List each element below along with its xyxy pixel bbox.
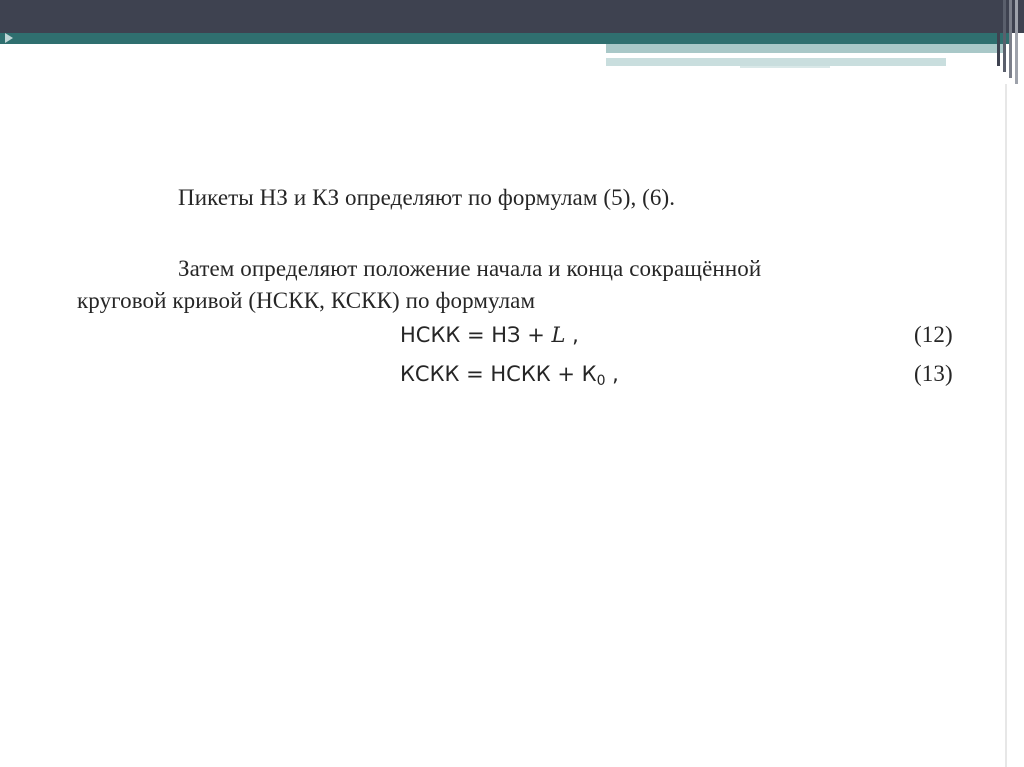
page-edge-bar — [997, 0, 1000, 66]
formula-nskk — [400, 323, 579, 347]
formula-plus: + — [557, 362, 575, 386]
header-banner-dark — [0, 0, 1024, 33]
header-accent-bar-secondary — [606, 58, 946, 66]
formula-number-12: (12) — [914, 322, 953, 347]
formula-equals: = — [466, 323, 485, 347]
formula-variable-l: L — [551, 323, 566, 347]
paragraph-second-line-1: Затем определяют положение начала и конца сокращённой — [178, 256, 762, 281]
formula-term: НСКК — [490, 362, 551, 386]
paragraph-second-line-2: круговой кривой (НСКК, КСКК) по формулам — [77, 288, 536, 313]
formula-equals: = — [466, 362, 484, 386]
page-edge-bar — [1003, 0, 1006, 72]
formula-number-13: (13) — [914, 361, 953, 386]
formula-kskk — [400, 362, 619, 389]
formula-term-k: К — [581, 362, 597, 386]
header-banner-teal — [0, 33, 1010, 44]
formula-subscript: 0 — [596, 373, 606, 389]
formula-comma: , — [565, 323, 579, 347]
paragraph-pickets: Пикеты НЗ и КЗ определяют по формулам (5), (6). — [178, 185, 676, 210]
page-edge-shadow — [1005, 84, 1007, 767]
formula-term: НЗ — [491, 323, 521, 347]
page-edge-bar — [1015, 0, 1018, 84]
header-accent-bar — [606, 44, 1006, 53]
formula-lhs: КСКК — [400, 362, 460, 386]
formula-lhs: НСКК — [400, 323, 461, 347]
page-edge-bar — [1009, 0, 1012, 78]
triangle-icon — [5, 33, 13, 43]
formula-plus: + — [527, 323, 545, 347]
header-accent-line — [740, 66, 830, 68]
formula-comma: , — [605, 362, 619, 386]
